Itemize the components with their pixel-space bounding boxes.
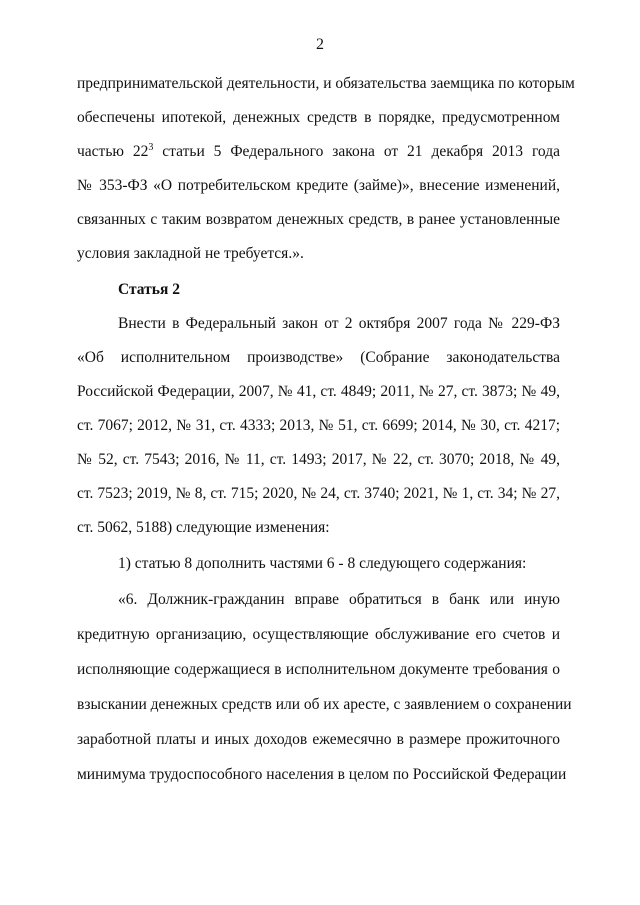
text-line: № 353-ФЗ «О потребительском кредите (займе)», внесение изменений, [77, 177, 560, 194]
text-line: Внести в Федеральный закон от 2 октября 2007 года № 229-ФЗ [118, 315, 560, 332]
text-line: 1) статью 8 дополнить частями 6 - 8 следующего содержания: [118, 555, 527, 572]
superscript: 3 [148, 142, 154, 153]
text-line: № 52, ст. 7543; 2016, № 11, ст. 1493; 2017, № 22, ст. 3070; 2018, № 49, [77, 451, 560, 468]
text-line: взыскании денежных средств или об их аресте, с заявлением о сохранении [77, 696, 572, 713]
text-line: ст. 7523; 2019, № 8, ст. 715; 2020, № 24, ст. 3740; 2021, № 1, ст. 34; № 27, [77, 485, 560, 502]
text-line: «Об исполнительном производстве» (Собрание законодательства [77, 349, 560, 366]
text-line: заработной платы и иных доходов ежемесячно в размере прожиточного [77, 731, 560, 748]
text-line: связанных с таким возвратом денежных средств, в ранее установленные [77, 211, 560, 228]
text-line: Российской Федерации, 2007, № 41, ст. 4849; 2011, № 27, ст. 3873; № 49, [77, 383, 560, 400]
text-line: кредитную организацию, осуществляющие обслуживание его счетов и [77, 626, 560, 643]
text-line: минимума трудоспособного населения в целом по Российской Федерации [77, 766, 567, 783]
text-segment: частью 22 [77, 143, 149, 160]
text-line: исполняющие содержащиеся в исполнительном документе требования о [77, 661, 560, 678]
text-line: ст. 5062, 5188) следующие изменения: [77, 519, 330, 536]
text-line: предпринимательской деятельности, и обязательства заемщика по которым [77, 75, 575, 92]
text-line-with-superscript [77, 142, 560, 162]
text-line: обеспечены ипотекой, денежных средств в порядке, предусмотренном [77, 109, 560, 126]
text-segment: статьи 5 Федерального закона от 21 декабря 2013 года [153, 143, 561, 160]
text-line: «6. Должник-гражданин вправе обратиться в банк или иную [118, 591, 560, 608]
text-line: ст. 7067; 2012, № 31, ст. 4333; 2013, № 51, ст. 6699; 2014, № 30, ст. 4217; [77, 417, 560, 434]
text-line: условия закладной не требуется.». [77, 245, 304, 262]
article-heading: Статья 2 [118, 281, 180, 298]
page-number: 2 [316, 36, 324, 53]
